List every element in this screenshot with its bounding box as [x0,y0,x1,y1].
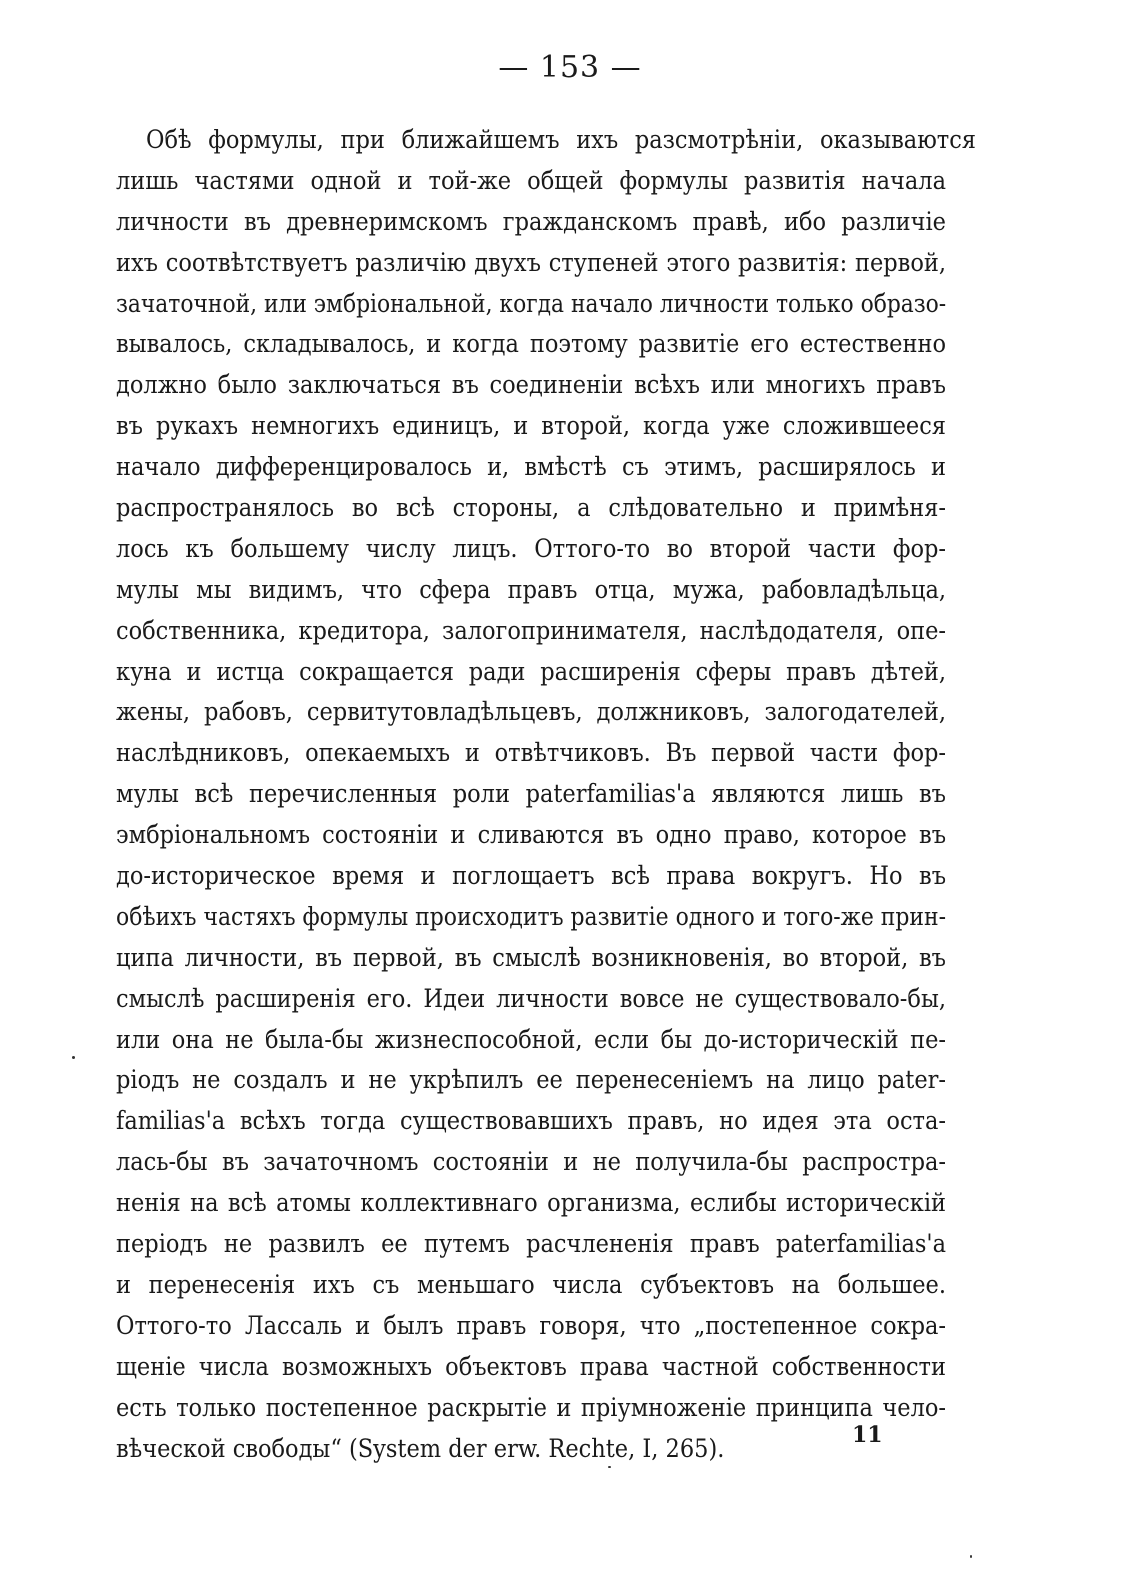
text-line: должно было заключаться въ соединеніи всѣхъ или многихъ правъ [116,370,946,400]
print-speck [72,1056,75,1059]
text-line: лишь частями одной и той-же общей формулы развитія начала [116,165,946,195]
text-line: зачаточной, или эмбріональной, когда начало личности только образо- [116,288,947,318]
text-line: familias'а всѣхъ тогда существовавшихъ правъ, но идея эта оста- [116,1106,946,1136]
page-number: — 153 — [498,50,642,85]
text-line: періодъ не развилъ ее путемъ расчлененія правъ paterfamilias'а [116,1229,946,1259]
signature-mark: 11 [852,1422,883,1448]
text-line: щеніе числа возможныхъ объектовъ права частной собственности [116,1351,946,1381]
text-line: ихъ соотвѣтствуетъ различію двухъ ступеней этого развитія: первой, [116,247,946,277]
print-speck [970,1555,972,1558]
text-line: ципа личности, въ первой, въ смыслѣ возникновенія, во второй, въ [116,942,946,972]
text-line: эмбріональномъ состояніи и сливаются въ одно право, которое въ [116,820,946,850]
text-line: до-историческое время и поглощаетъ всѣ права вокругъ. Но въ [116,861,946,891]
text-line: жены, рабовъ, сервитутовладѣльцевъ, должниковъ, залогодателей, [116,697,946,727]
text-line: и перенесенія ихъ съ меньшаго числа субъектовъ на большее. [116,1269,946,1299]
text-line: Обѣ формулы, при ближайшемъ ихъ разсмотрѣніи, оказываются [146,125,976,154]
text-line: Оттого-то Лассаль и былъ правъ говоря, что „постепенное сокра- [116,1310,946,1340]
text-line: лось къ большему числу лицъ. Оттого-то во второй части фор- [116,533,946,563]
text-line: лась-бы въ зачаточномъ состояніи и не получила-бы распростра- [116,1147,946,1177]
print-speck [608,1466,611,1468]
text-line: распространялось во всѣ стороны, а слѣдовательно и примѣня- [116,493,946,523]
text-line: начало дифференцировалось и, вмѣстѣ съ этимъ, расширялось и [116,452,946,482]
text-line: вѣческой свободы“ (System der erw. Rechte, I, 265). [116,1433,725,1463]
text-line: личности въ древнеримскомъ гражданскомъ правѣ, ибо различіе [116,206,946,236]
text-line: собственника, кредитора, залогопринимателя, наслѣдодателя, опе- [116,615,946,645]
text-line: куна и истца сокращается ради расширенія сферы правъ дѣтей, [116,656,946,686]
text-line: ненія на всѣ атомы коллективнаго организма, еслибы историческій [116,1188,946,1218]
text-line: вывалось, складывалось, и когда поэтому развитіе его естественно [116,329,946,359]
text-line: ріодъ не создалъ и не укрѣпилъ ее перенесеніемъ на лицо pater- [116,1065,946,1095]
text-line: мулы всѣ перечисленныя роли paterfamilias'а являются лишь въ [116,779,946,809]
text-line: смыслѣ расширенія его. Идеи личности вовсе не существовало-бы, [116,983,946,1013]
body-paragraph [116,120,976,1469]
text-line: или она не была-бы жизнеспособной, если бы до-историческій пе- [116,1024,946,1054]
text-line: мулы мы видимъ, что сфера правъ отца, мужа, рабовладѣльца, [116,574,946,604]
text-line: есть только постепенное раскрытіе и пріумноженіе принципа чело- [116,1392,946,1422]
text-line: обѣихъ частяхъ формулы происходитъ развитіе одного и того-же прин- [116,901,947,931]
text-line: въ рукахъ немногихъ единицъ, и второй, когда уже сложившееся [116,411,946,441]
text-line: наслѣдниковъ, опекаемыхъ и отвѣтчиковъ. Въ первой части фор- [116,738,946,768]
